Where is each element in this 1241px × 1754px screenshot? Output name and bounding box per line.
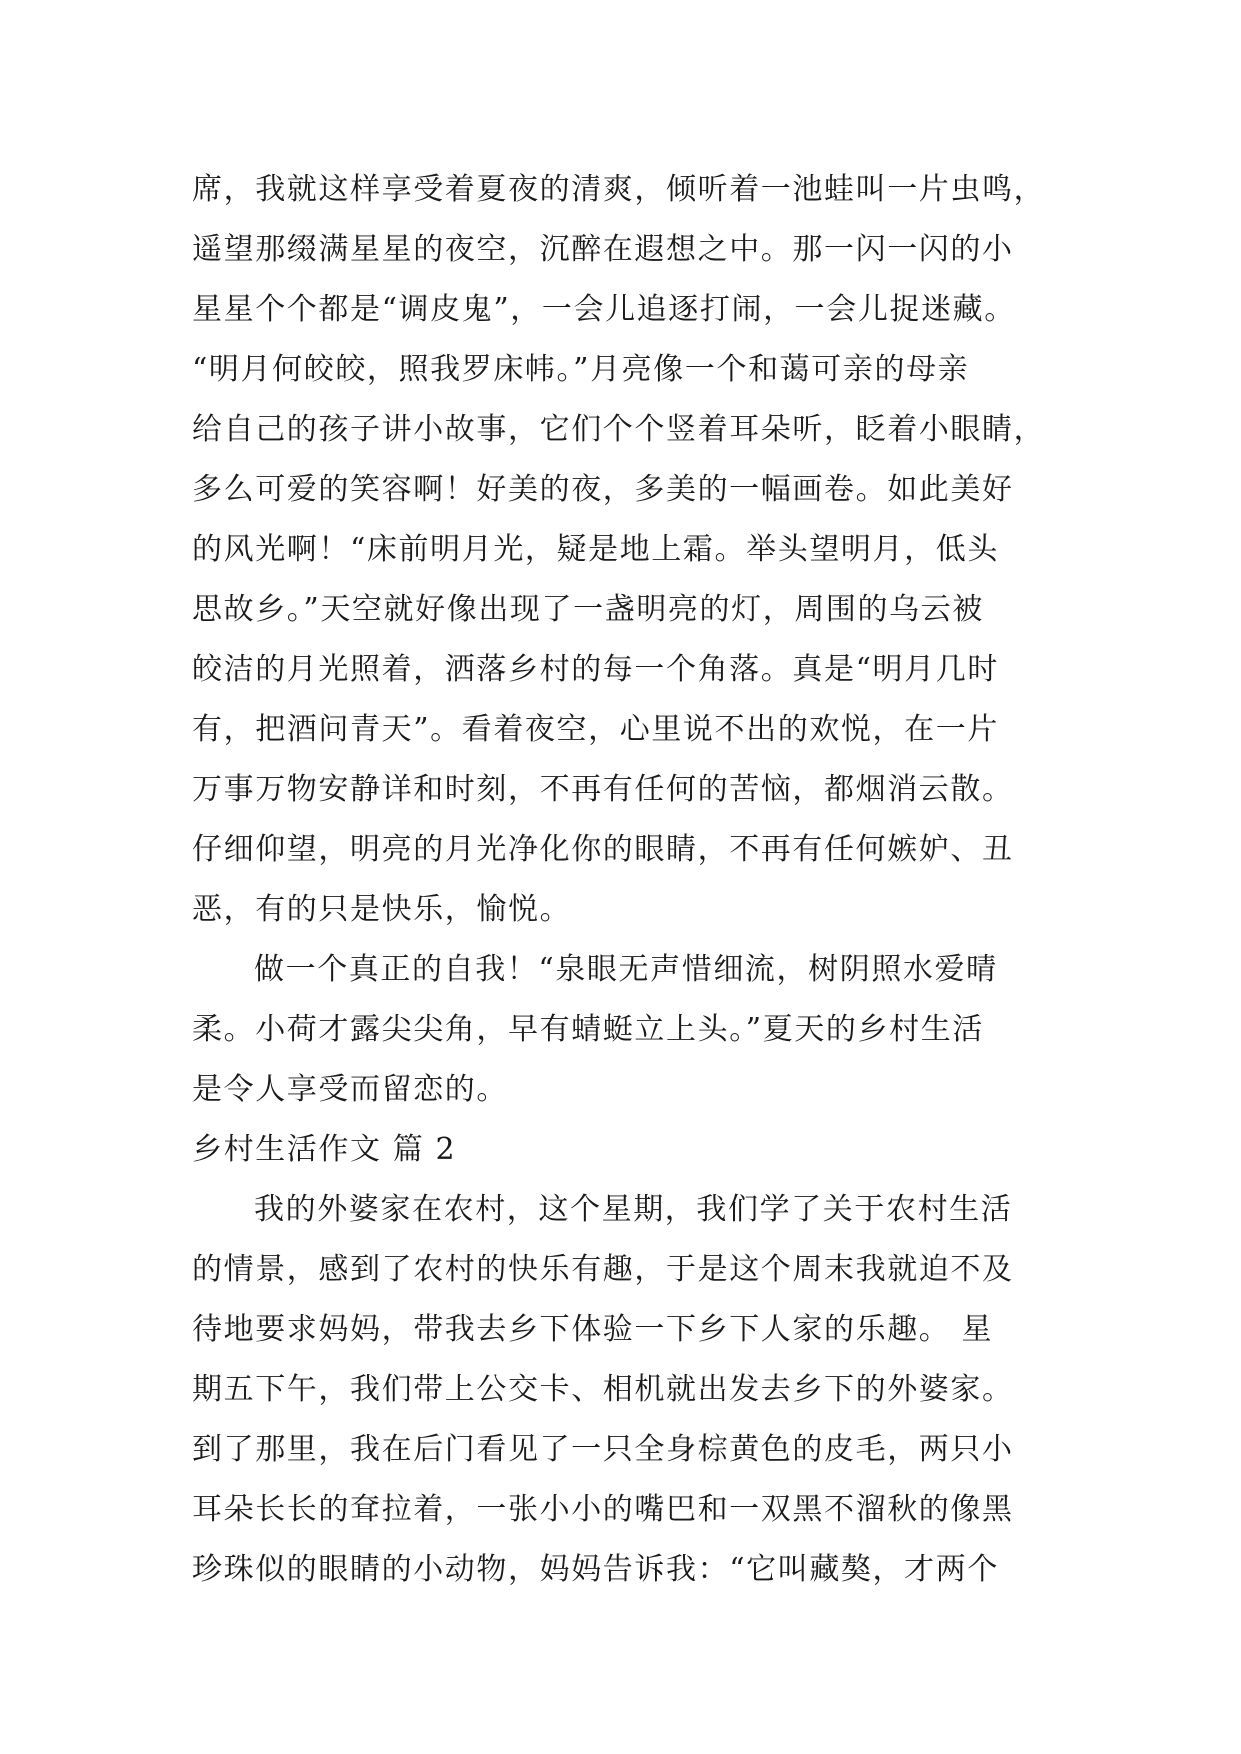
text-line: 万事万物安静详和时刻，不再有任何的苦恼，都烟消云散。 bbox=[192, 772, 1014, 807]
text-line: 仔细仰望，明亮的月光净化你的眼睛，不再有任何嫉妒、丑 bbox=[192, 832, 1014, 867]
text-line: 的情景，感到了农村的快乐有趣，于是这个周末我就迫不及 bbox=[192, 1252, 1014, 1287]
text-line: “明月何皎皎，照我罗床帏。”月亮像一个和蔼可亲的母亲 bbox=[192, 352, 970, 387]
text-line: 期五下午，我们带上公交卡、相机就出发去乡下的外婆家。 bbox=[192, 1372, 1014, 1407]
text-line: 我的外婆家在农村，这个星期，我们学了关于农村生活 bbox=[254, 1192, 1013, 1227]
paragraph-true-self bbox=[192, 940, 1072, 1120]
text-line: 柔。小荷才露尖尖角，早有蜻蜓立上头。”夏天的乡村生活 bbox=[192, 1012, 984, 1047]
article-body bbox=[192, 160, 1072, 1600]
text-line: 做一个真正的自我！“泉眼无声惜细流，树阴照水爱晴 bbox=[254, 952, 998, 987]
text-line: 遥望那缀满星星的夜空，沉醉在遐想之中。那一闪一闪的小 bbox=[192, 232, 1014, 267]
text-line: 皎洁的月光照着，洒落乡村的每一个角落。真是“明月几时 bbox=[192, 652, 999, 687]
text-line: 思故乡。”天空就好像出现了一盏明亮的灯，周围的乌云被 bbox=[192, 592, 984, 627]
text-line: 有，把酒问青天”。看着夜空，心里说不出的欢悦，在一片 bbox=[192, 712, 999, 747]
paragraph-night-scene bbox=[192, 160, 1072, 940]
text-line: 给自己的孩子讲小故事，它们个个竖着耳朵听，眨着小眼睛， bbox=[192, 412, 1046, 447]
text-line: 恶，有的只是快乐，愉悦。 bbox=[192, 892, 572, 927]
text-line: 席，我就这样享受着夏夜的清爽，倾听着一池蛙叫一片虫鸣， bbox=[192, 172, 1046, 207]
text-line: 的风光啊！“床前明月光，疑是地上霜。举头望明月，低头 bbox=[192, 532, 999, 567]
text-line: 多么可爱的笑容啊！好美的夜，多美的一幅画卷。如此美好 bbox=[192, 472, 1014, 507]
text-line: 到了那里，我在后门看见了一只全身棕黄色的皮毛，两只小 bbox=[192, 1432, 1014, 1467]
paragraph-grandma-village bbox=[192, 1180, 1072, 1600]
section-heading: 乡村生活作文 篇 2 bbox=[192, 1132, 457, 1167]
text-line: 耳朵长长的耷拉着，一张小小的嘴巴和一双黑不溜秋的像黑 bbox=[192, 1492, 1014, 1527]
text-line: 星星个个都是“调皮鬼”，一会儿追逐打闹，一会儿捉迷藏。 bbox=[192, 292, 1016, 327]
text-line: 待地要求妈妈，带我去乡下体验一下乡下人家的乐趣。 星 bbox=[192, 1312, 994, 1347]
text-line: 珍珠似的眼睛的小动物，妈妈告诉我：“它叫藏獒，才两个 bbox=[192, 1552, 999, 1587]
text-line: 是令人享受而留恋的。 bbox=[192, 1072, 508, 1107]
